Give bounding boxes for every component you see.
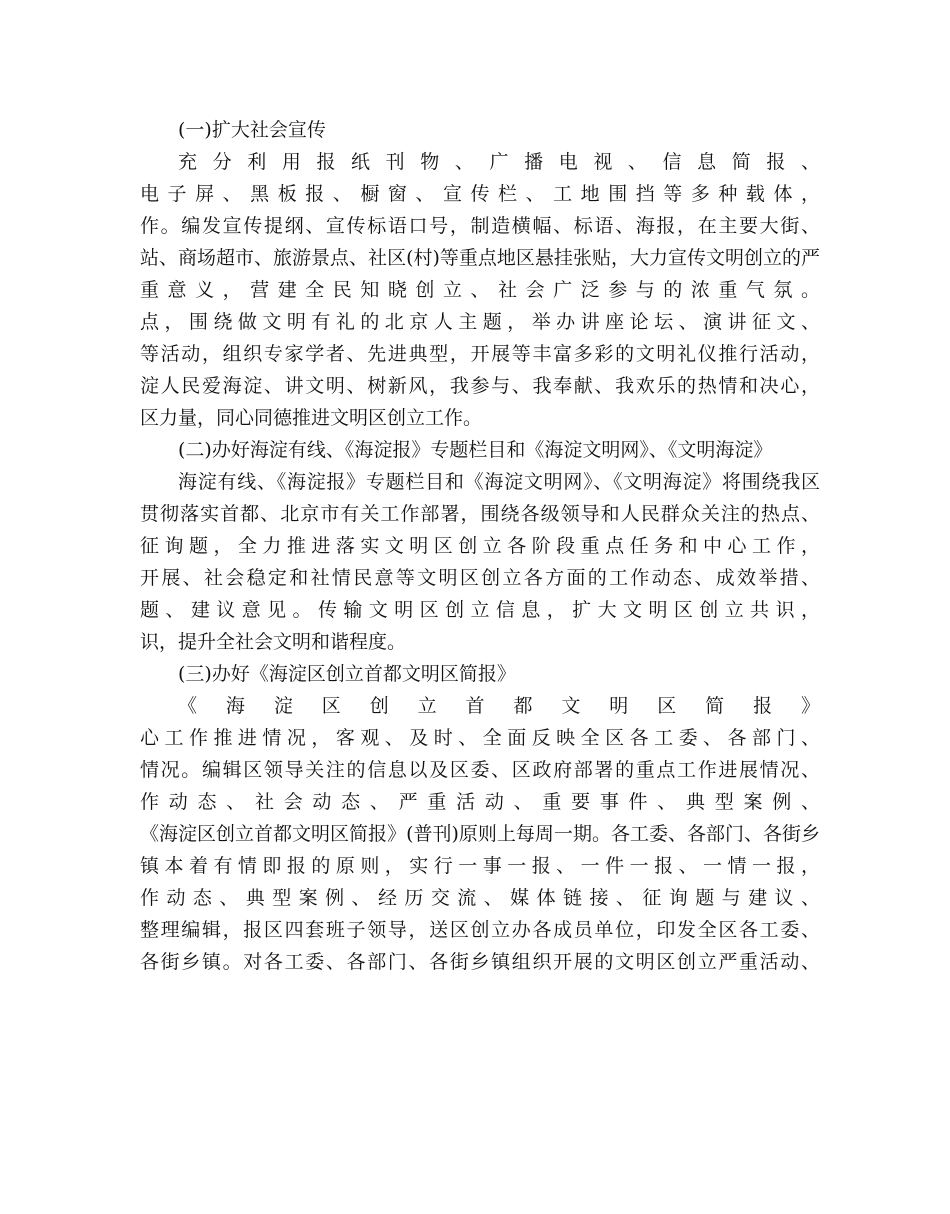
document-line: 区力量，同心同德推进文明区创立工作。 <box>140 407 483 429</box>
document-line: 点，围绕做文明有礼的北京人主题，举办讲座论坛、演讲征文、 <box>140 311 820 333</box>
document-line: 作。编发宣传提纲、宣传标语口号，制造横幅、标语、海报，在主要大街、 <box>140 215 820 237</box>
document-line: 重意义，营建全民知晓创立、社会广泛参与的浓重气氛。 <box>140 279 820 301</box>
document-line: 识，提升全社会文明和谐程度。 <box>140 631 407 653</box>
document-line: (一)扩大社会宣传 <box>178 119 326 141</box>
document-line: 征询题，全力推进落实文明区创立各阶段重点任务和中心工作， <box>140 535 820 557</box>
document-line: 贯彻落实首都、北京市有关工作部署，围绕各级领导和人民群众关注的热点、 <box>140 503 820 525</box>
document-line: 淀人民爱海淀、讲文明、树新风，我参与、我奉献、我欢乐的热情和决心， <box>140 375 820 397</box>
document-line: 《海淀区创立首都文明区简报》 <box>178 695 820 717</box>
document-line: (三)办好《海淀区创立首都文明区简报》 <box>178 663 516 685</box>
document-line: 作动态、社会动态、严重活动、重要事件、典型案例、 <box>140 791 820 813</box>
document-line: 各街乡镇。对各工委、各部门、各街乡镇组织开展的文明区创立严重活动、 <box>140 951 820 973</box>
document-line: 整理编辑，报区四套班子领导，送区创立办各成员单位，印发全区各工委、 <box>140 919 820 941</box>
document-line: 《海淀区创立首都文明区简报》(普刊)原则上每周一期。各工委、各部门、各街乡 <box>140 823 820 845</box>
document-line: (二)办好海淀有线、《海淀报》专题栏目和《海淀文明网》、《文明海淀》 <box>178 439 773 461</box>
document-line: 情况。编辑区领导关注的信息以及区委、区政府部署的重点工作进展情况、 <box>140 759 820 781</box>
document-line: 作动态、典型案例、经历交流、媒体链接、征询题与建议、 <box>140 887 820 909</box>
document-line: 电子屏、黑板报、橱窗、宣传栏、工地围挡等多种载体， <box>140 183 820 205</box>
document-line: 充分利用报纸刊物、广播电视、信息简报、 <box>178 151 820 173</box>
document-line: 题、建议意见。传输文明区创立信息，扩大文明区创立共识， <box>140 599 820 621</box>
document-line: 等活动，组织专家学者、先进典型，开展等丰富多彩的文明礼仪推行活动， <box>140 343 820 365</box>
document-line: 心工作推进情况，客观、及时、全面反映全区各工委、各部门、 <box>140 727 820 749</box>
document-line: 海淀有线、《海淀报》专题栏目和《海淀文明网》、《文明海淀》将围绕我区 <box>178 471 820 493</box>
document-line: 镇本着有情即报的原则，实行一事一报、一件一报、一情一报， <box>140 855 820 877</box>
document-body <box>140 114 820 978</box>
document-line: 站、商场超市、旅游景点、社区(村)等重点地区悬挂张贴，大力宣传文明创立的严 <box>140 247 820 269</box>
document-line: 开展、社会稳定和社情民意等文明区创立各方面的工作动态、成效举措、 <box>140 567 820 589</box>
